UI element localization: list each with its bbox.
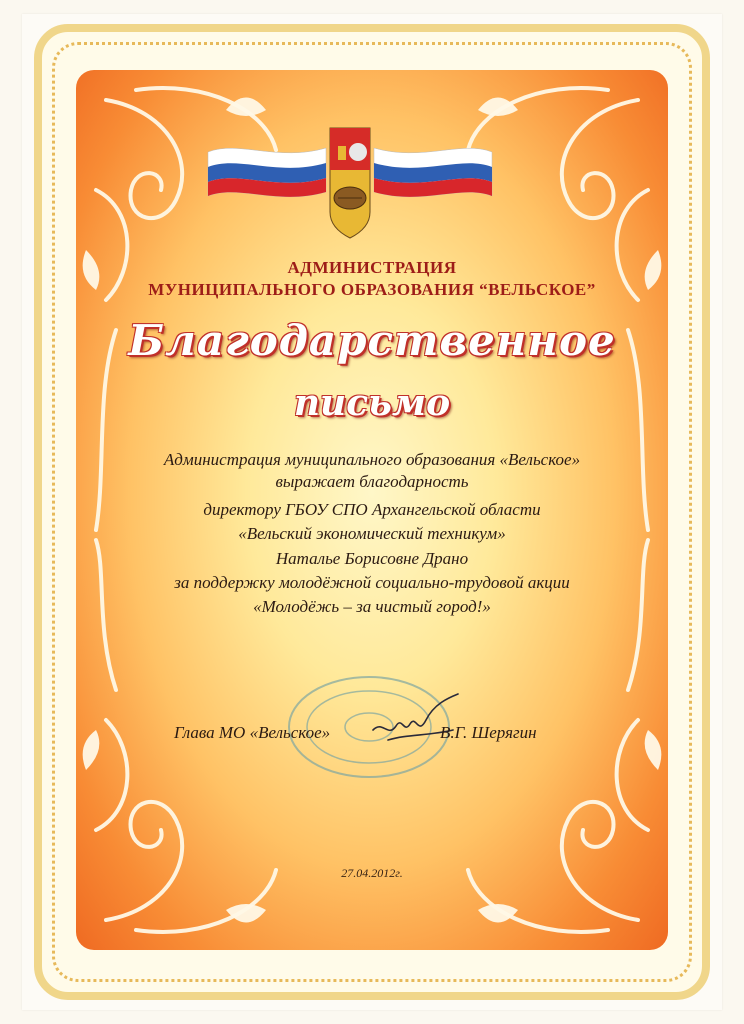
body-line: выражает благодарность — [275, 472, 469, 491]
body-line: «Молодёжь – за чистый город!» — [253, 597, 491, 616]
body-line: «Вельский экономический техникум» — [238, 524, 506, 543]
body-line: Администрация муниципального образования «Вельское» — [163, 450, 581, 469]
header-line-1: АДМИНИСТРАЦИЯ — [287, 258, 457, 277]
signatory-name: В.Г. Шерягин — [440, 723, 537, 742]
body-line: Наталье Борисовне Драно — [275, 549, 469, 568]
title-line-2: письмо — [293, 382, 451, 424]
body-line: за поддержку молодёжной социально-трудовой акции — [174, 573, 570, 592]
title-line-1: Благодарственное — [128, 316, 616, 365]
body-line: директору ГБОУ СПО Архангельской области — [203, 500, 541, 519]
issue-date: 27.04.2012г. — [341, 866, 403, 880]
header-line-2: МУНИЦИПАЛЬНОГО ОБРАЗОВАНИЯ “ВЕЛЬСКОЕ” — [148, 280, 596, 299]
signatory-position: Глава МО «Вельское» — [174, 723, 331, 742]
coat-of-arms-icon — [330, 128, 370, 238]
flag-and-coat-of-arms — [198, 122, 502, 242]
